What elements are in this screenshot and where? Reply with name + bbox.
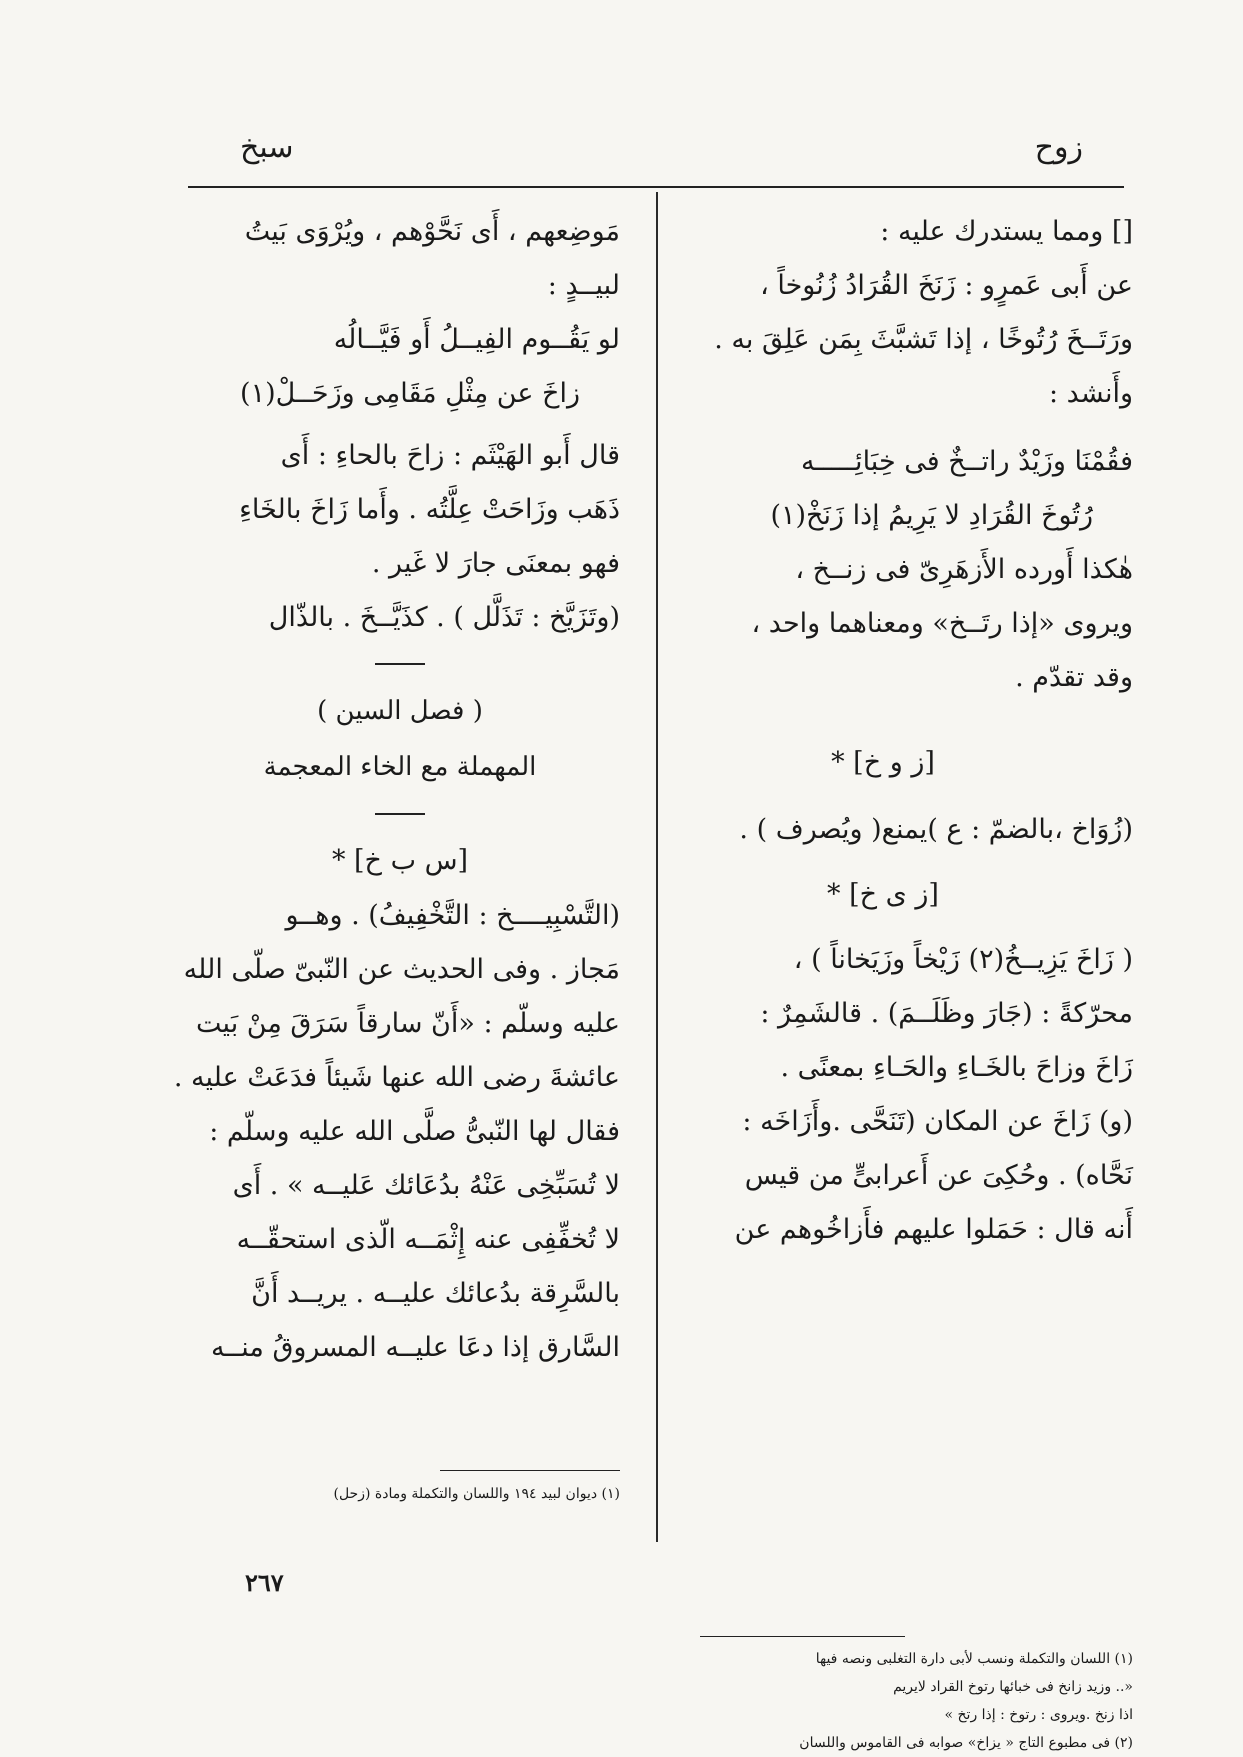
text-line: (و) زَاخَ عن المكان (تَنَحَّى .وأَزَاخَه : <box>742 1106 1133 1137</box>
text-line: نَحَّاه) . وحُكِىَ عن أَعرابىٍّ من قيس <box>744 1160 1133 1191</box>
footnote-line: «.. وزيد زانخ فى خبائها رتوخ القراد لايريم <box>893 1679 1133 1695</box>
section-subtitle: المهملة مع الخاء المعجمة <box>263 752 537 782</box>
text-line: [] ومما يستدرك عليه : <box>880 216 1133 247</box>
text-line: ( زَاخَ يَزِيــخُ(٢) زَيْخاً وزَيَخاناً ) ، <box>793 944 1133 975</box>
footnote-line: (١) اللسان والتكملة ونسب لأبى دارة التغلبى ونصه فيها <box>815 1651 1133 1667</box>
text-line: ويروى «إذا رتَــخ» ومعناهما واحد ، <box>751 608 1133 639</box>
verse-line: لو يَقُــوم الفِيــلُ أَو فَيَّــالُه <box>333 324 620 355</box>
text-line: ورَتَــخَ رُتُوخًا ، إذا تَشبَّثَ بِمَن عَلِقَ به . <box>714 324 1133 355</box>
text-line: زَاخَ وزاحَ بالخَـاءِ والحَـاءِ بمعنًى . <box>780 1052 1133 1083</box>
text-line: وأَنشد : <box>1049 378 1133 409</box>
footnote-line: اذا زنخ .ويروى : رتوخ : إذا رتخ » <box>944 1707 1133 1723</box>
text-line: لا تُخفِّفِى عنه إِثْمَــه الّذى استحقّــه <box>236 1224 620 1255</box>
text-line: أَنه قال : حَمَلوا عليهم فأَزاخُوهم عن <box>734 1214 1133 1245</box>
left-column <box>173 205 620 1375</box>
header-left-title: سبخ <box>240 130 294 165</box>
text-line: لا تُسَبِّخِى عَنْهُ بدُعَائك عَليــه » . أَى <box>232 1170 620 1201</box>
text-line: عن أَبى عَمرٍو : زَنَخَ القُرَادُ زُنُوخاً ، <box>760 270 1133 301</box>
text-line: لبيــدٍ : <box>547 270 620 301</box>
text-line: بالسَّرِقة بدُعائك عليــه . يريــد أَنَّ <box>251 1278 620 1309</box>
text-line: محرّكةً : (جَارَ وظَلَــمَ) . قالشَمِرٌ : <box>760 998 1133 1029</box>
section-title: ( فصل السين ) <box>317 696 483 726</box>
text-line: هٰكذا أَورده الأَزهَرِىّ فى زنــخ ، <box>795 554 1133 585</box>
text-line: مَجاز . وفى الحديث عن النّبىّ صلّى الله <box>183 954 620 985</box>
footnote-line: (١) ديوان لبيد ١٩٤ واللسان والتكملة ومادة (زحل) <box>333 1486 620 1502</box>
text-line: (التَّسْبِيــــخ : التَّخْفِيفُ) . وهــو <box>285 900 620 931</box>
text-line: السَّارق إذا دعَا عليــه المسروقُ منــه <box>210 1332 620 1363</box>
text-line: وقد تقدّم . <box>1015 662 1133 693</box>
verse-line: فقُمْنَا وزَيْدٌ راتــخٌ فى خِبَائِـــــه <box>801 446 1133 477</box>
text-line: (زُوَاخ ،بالضمّ : ع )يمنع( ويُصرف ) . <box>739 814 1133 845</box>
text-line: ذَهَب وزَاحَتْ عِلَّتُه . وأَما زَاخَ بالخَاءِ <box>239 494 620 525</box>
header-right-title: زوح <box>1034 130 1083 165</box>
section-separator <box>375 663 425 665</box>
footnote-rule <box>700 1636 905 1637</box>
right-column <box>633 205 1133 1257</box>
verse-line: رُتُوخَ القُرَادِ لا يَرِيمُ إذا زَنَخْ(١) <box>770 500 1093 531</box>
section-separator <box>375 813 425 815</box>
entry-heading: [ز ى خ] * <box>827 879 939 910</box>
entry-heading: [ز و خ] * <box>831 747 935 778</box>
footnote-rule <box>440 1470 620 1471</box>
footnotes-left <box>180 1480 620 1508</box>
text-line: قال أَبو الهَيْثَم : زاحَ بالحاءِ : أَى <box>280 440 620 471</box>
header-rule <box>188 186 1124 188</box>
footnotes-right <box>613 1645 1133 1757</box>
entry-heading: [س ب خ] * <box>331 845 469 876</box>
verse-line: زاخَ عن مِثْلِ مَقَامِى وزَحَــلْ(١) <box>240 378 580 409</box>
text-line: عائشةَ رضى الله عنها شَيئاً فدَعَتْ عليه . <box>173 1062 620 1093</box>
page-number: ٢٦٧ <box>245 1568 284 1597</box>
footnote-line: (٢) فى مطبوع التاج « يزاخ» صوابه فى القاموس واللسان <box>799 1735 1133 1751</box>
text-line: فقال لها النّبىُّ صلَّى الله عليه وسلّم : <box>209 1116 620 1147</box>
text-line: مَوضِعهم ، أَى نَحَّوْهم ، ويُرْوَى بَيتُ <box>244 216 620 247</box>
text-line: (وتَزَيَّخ : تَذَلَّل ) . كذَيَّــخَ . بالذّال <box>268 602 620 633</box>
text-line: فهو بمعنَى جارَ لا غَير . <box>371 548 620 579</box>
text-line: عليه وسلّم : «أَنّ سارقاً سَرَقَ مِنْ بَيت <box>196 1008 620 1039</box>
